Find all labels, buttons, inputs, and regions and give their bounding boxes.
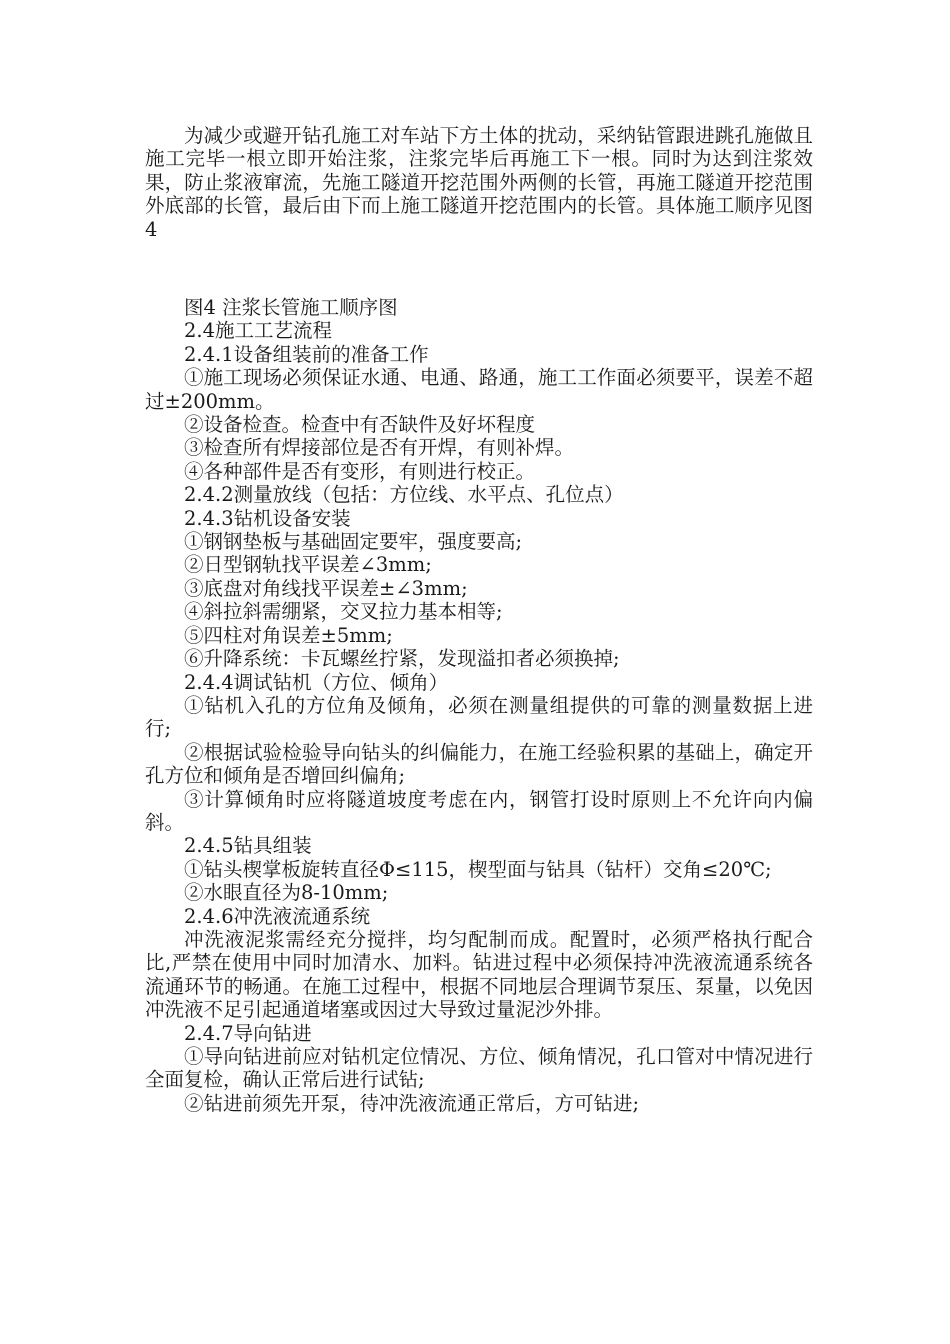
body-paragraph: ①钢钢垫板与基础固定要牢，强度要高;	[184, 530, 523, 554]
body-paragraph: 2.4.1设备组装前的准备工作	[184, 342, 429, 366]
body-paragraph: 2.4.3钻机设备安装	[184, 506, 351, 530]
body-paragraph: 图4 注浆长管施工顺序图	[184, 296, 398, 319]
body-paragraph: ②钻进前须先开泵，待冲洗液流通正常后，方可钻进;	[184, 1091, 640, 1115]
body-paragraph: ②根据试验检验导向钻头的纠偏能力，在施工经验积累的基础上，确定开孔方位和倾角是否增回纠偏角;	[145, 740, 813, 788]
body-paragraph: 2.4.7导向钻进	[184, 1021, 312, 1045]
body-paragraph: ⑤四柱对角误差±5mm;	[184, 623, 393, 647]
body-paragraph: 冲洗液泥浆需经充分搅拌，均匀配制而成。配置时，必须严格执行配合比,严禁在使用中同时加清水、加料。钻进过程中必须保持冲洗液流通系统各流通环节的畅通。在施工过程中，根据不同地层合理调节泵压、泵量，以免因冲洗液不足引起通道堵塞或因过大导致过量泥沙外排。	[145, 927, 813, 1022]
body-paragraph: 2.4.4调试钻机（方位、倾角）	[184, 670, 449, 694]
body-paragraph: 2.4施工工艺流程	[184, 319, 333, 343]
body-paragraph: ⑥升降系统：卡瓦螺丝拧紧，发现溢扣者必须换掉;	[184, 647, 620, 671]
body-paragraph: ②水眼直径为8-10mm;	[184, 881, 389, 905]
intro-text-block	[145, 124, 813, 241]
body-paragraph: ①导向钻进前应对钻机定位情况、方位、倾角情况，孔口管对中情况进行全面复检，确认正常后进行试钻;	[145, 1045, 813, 1092]
body-paragraph: 2.4.2测量放线（包括：方位线、水平点、孔位点）	[184, 483, 624, 507]
body-paragraph: ③检查所有焊接部位是否有开焊，有则补焊。	[184, 436, 575, 460]
body-paragraph: ②设备检查。检查中有否缺件及好坏程度	[184, 413, 536, 437]
body-paragraph: ①钻头楔掌板旋转直径Φ≤115，楔型面与钻具（钻杆）交角≤20℃;	[184, 857, 772, 881]
body-paragraph: ④各种部件是否有变形，有则进行校正。	[184, 459, 536, 483]
body-paragraph: ②日型钢轨找平误差∠3mm;	[184, 553, 432, 577]
body-paragraph: ①钻机入孔的方位角及倾角，必须在测量组提供的可靠的测量数据上进行;	[145, 693, 813, 741]
body-paragraph: ①施工现场必须保证水通、电通、路通，施工工作面必须要平，误差不超过±200mm。	[145, 366, 813, 413]
body-paragraph: 2.4.6冲洗液流通系统	[184, 904, 371, 928]
body-paragraph: ③底盘对角线找平误差±∠3mm;	[184, 576, 468, 600]
body-paragraph: 2.4.5钻具组装	[184, 834, 312, 858]
body-paragraph: ③计算倾角时应将隧道坡度考虑在内，钢管打设时原则上不允许向内偏斜。	[145, 787, 813, 834]
main-text-block	[145, 296, 813, 1115]
intro-paragraph: 为减少或避开钻孔施工对车站下方土体的扰动，采纳钻管跟进跳孔施做且施工完毕一根立即开始注浆，注浆完毕后再施工下一根。同时为达到注浆效果，防止浆液窜流，先施工隧道开挖范围外两侧的长管，再施工隧道开挖范围外底部的长管，最后由下而上施工隧道开挖范围内的长管。具体施工顺序见图4	[145, 124, 813, 241]
body-paragraph: ④斜拉斜需绷紧，交叉拉力基本相等;	[184, 600, 503, 624]
